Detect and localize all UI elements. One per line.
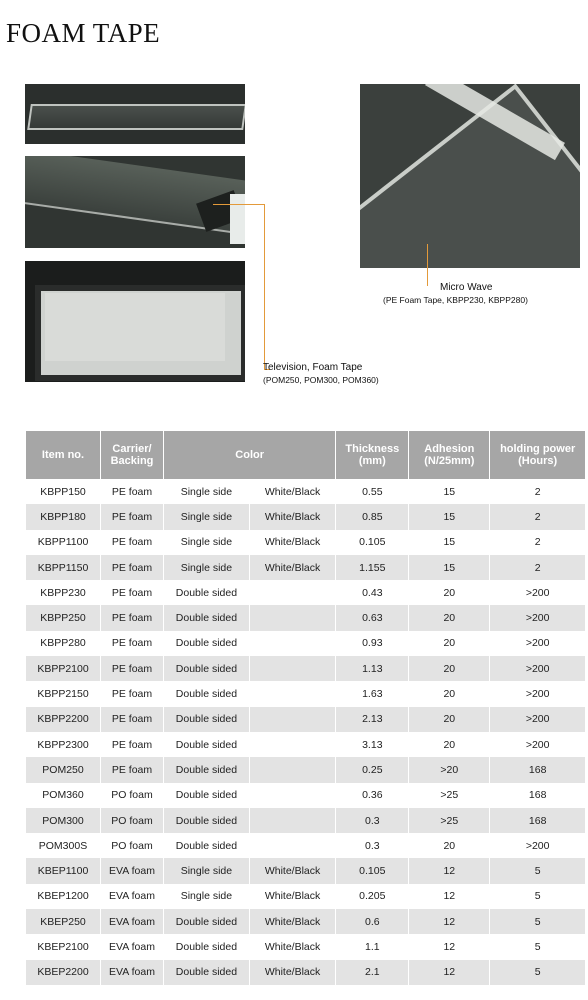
cell-adhesion: 20 [409,656,490,681]
cell-adhesion: 20 [409,732,490,757]
cell-carrier: EVA foam [101,909,164,934]
cell-adhesion: 12 [409,858,490,883]
cell-carrier: EVA foam [101,960,164,985]
cell-color: White/Black [249,858,335,883]
cell-item-no: KBEP1100 [26,858,101,883]
cell-side: Double sided [164,960,250,985]
cell-color [249,757,335,782]
cell-thickness: 0.93 [336,631,409,656]
cell-thickness: 0.25 [336,757,409,782]
cell-item-no: KBPP180 [26,504,101,529]
tape-peel-photo [25,156,245,248]
television-caption-sub: (POM250, POM300, POM360) [263,375,379,385]
cell-color: White/Black [249,530,335,555]
cell-thickness: 0.63 [336,605,409,630]
cell-thickness: 0.55 [336,479,409,504]
cell-color [249,605,335,630]
table-row [26,479,586,504]
cell-thickness: 1.63 [336,681,409,706]
cell-carrier: PE foam [101,504,164,529]
cell-item-no: KBPP2200 [26,707,101,732]
microwave-caption-sub: (PE Foam Tape, KBPP230, KBPP280) [383,295,528,305]
cell-holding-power: >200 [490,681,585,706]
cell-item-no: KBPP2150 [26,681,101,706]
cell-side: Double sided [164,934,250,959]
cell-adhesion: >20 [409,757,490,782]
cell-adhesion: 12 [409,884,490,909]
cell-item-no: KBPP1100 [26,530,101,555]
tape-strip-photo [25,84,245,144]
cell-carrier: EVA foam [101,934,164,959]
cell-carrier: PE foam [101,580,164,605]
header-item-no: Item no. [26,431,101,479]
cell-thickness: 3.13 [336,732,409,757]
cell-thickness: 0.3 [336,833,409,858]
cell-holding-power: 2 [490,555,585,580]
table-row [26,681,586,706]
cell-side: Single side [164,555,250,580]
television-leader-line [213,204,265,205]
cell-carrier: PE foam [101,631,164,656]
television-caption [263,362,379,385]
table-body [26,479,586,985]
cell-carrier: PE foam [101,732,164,757]
cell-thickness: 0.205 [336,884,409,909]
cell-adhesion: 20 [409,580,490,605]
cell-color [249,656,335,681]
cell-color [249,681,335,706]
header-carrier: Carrier/ Backing [101,431,164,479]
cell-color [249,580,335,605]
table-row [26,757,586,782]
cell-thickness: 2.1 [336,960,409,985]
cell-adhesion: 12 [409,909,490,934]
header-holding-power: holding power (Hours) [490,431,585,479]
cell-item-no: KBPP2100 [26,656,101,681]
cell-thickness: 2.13 [336,707,409,732]
cell-adhesion: 15 [409,530,490,555]
cell-carrier: PE foam [101,757,164,782]
cell-carrier: PE foam [101,555,164,580]
cell-item-no: KBPP250 [26,605,101,630]
cell-thickness: 0.3 [336,808,409,833]
television-caption-label: Television, Foam Tape [263,362,363,373]
table-row [26,707,586,732]
microwave-photo [360,84,580,268]
cell-holding-power: 5 [490,884,585,909]
cell-color: White/Black [249,960,335,985]
cell-item-no: KBPP1150 [26,555,101,580]
cell-carrier: PE foam [101,681,164,706]
table-row [26,605,586,630]
cell-side: Double sided [164,605,250,630]
cell-adhesion: 15 [409,555,490,580]
cell-thickness: 0.105 [336,858,409,883]
cell-side: Single side [164,884,250,909]
microwave-caption [383,282,528,305]
cell-color [249,707,335,732]
table-row [26,580,586,605]
cell-color: White/Black [249,884,335,909]
cell-carrier: EVA foam [101,858,164,883]
cell-holding-power: >200 [490,656,585,681]
cell-side: Double sided [164,783,250,808]
cell-thickness: 0.43 [336,580,409,605]
table-row [26,909,586,934]
cell-holding-power: 2 [490,504,585,529]
cell-item-no: KBEP2200 [26,960,101,985]
cell-side: Double sided [164,909,250,934]
cell-thickness: 0.6 [336,909,409,934]
cell-side: Double sided [164,631,250,656]
cell-adhesion: 15 [409,479,490,504]
table-row [26,960,586,985]
cell-side: Single side [164,504,250,529]
table-row [26,631,586,656]
cell-color: White/Black [249,934,335,959]
cell-thickness: 1.13 [336,656,409,681]
cell-item-no: KBPP280 [26,631,101,656]
table-row [26,504,586,529]
table-row [26,858,586,883]
cell-item-no: POM360 [26,783,101,808]
header-color: Color [164,431,336,479]
cell-adhesion: 20 [409,707,490,732]
cell-holding-power: 168 [490,757,585,782]
cell-item-no: POM300S [26,833,101,858]
microwave-caption-label: Micro Wave [440,282,493,293]
table-header-row [26,431,586,479]
cell-item-no: KBPP150 [26,479,101,504]
cell-carrier: EVA foam [101,884,164,909]
cell-color: White/Black [249,555,335,580]
cell-adhesion: 12 [409,934,490,959]
cell-item-no: POM250 [26,757,101,782]
cell-side: Double sided [164,707,250,732]
cell-holding-power: >200 [490,833,585,858]
header-adhesion: Adhesion (N/25mm) [409,431,490,479]
table-row [26,833,586,858]
cell-holding-power: >200 [490,580,585,605]
cell-adhesion: 20 [409,833,490,858]
cell-thickness: 0.36 [336,783,409,808]
cell-adhesion: 20 [409,605,490,630]
table-row [26,530,586,555]
cell-side: Single side [164,479,250,504]
table-row [26,555,586,580]
cell-side: Single side [164,530,250,555]
cell-side: Double sided [164,681,250,706]
cell-color [249,783,335,808]
cell-carrier: PO foam [101,833,164,858]
cell-holding-power: 168 [490,783,585,808]
cell-holding-power: 2 [490,530,585,555]
cell-side: Double sided [164,833,250,858]
television-frame-photo [25,261,245,382]
page-title: FOAM TAPE [6,18,161,48]
cell-holding-power: 5 [490,934,585,959]
table-row [26,732,586,757]
cell-color [249,631,335,656]
cell-item-no: KBEP1200 [26,884,101,909]
table-row [26,884,586,909]
cell-side: Double sided [164,580,250,605]
cell-color: White/Black [249,909,335,934]
cell-carrier: PE foam [101,479,164,504]
table-row [26,783,586,808]
cell-thickness: 0.105 [336,530,409,555]
cell-holding-power: 2 [490,479,585,504]
cell-side: Double sided [164,732,250,757]
cell-item-no: KBPP230 [26,580,101,605]
cell-color [249,808,335,833]
cell-item-no: KBPP2300 [26,732,101,757]
cell-color [249,732,335,757]
cell-item-no: KBEP2100 [26,934,101,959]
cell-adhesion: >25 [409,808,490,833]
cell-holding-power: >200 [490,707,585,732]
cell-holding-power: >200 [490,732,585,757]
cell-holding-power: 5 [490,858,585,883]
cell-thickness: 1.155 [336,555,409,580]
cell-carrier: PE foam [101,530,164,555]
microwave-leader-line [427,244,428,286]
header-thickness: Thickness (mm) [336,431,409,479]
television-leader-line-vertical [264,204,265,370]
cell-side: Double sided [164,808,250,833]
cell-holding-power: >200 [490,605,585,630]
cell-holding-power: >200 [490,631,585,656]
cell-adhesion: 12 [409,960,490,985]
cell-side: Double sided [164,656,250,681]
cell-carrier: PE foam [101,605,164,630]
cell-adhesion: 20 [409,631,490,656]
cell-adhesion: >25 [409,783,490,808]
cell-color: White/Black [249,479,335,504]
cell-side: Single side [164,858,250,883]
cell-side: Double sided [164,757,250,782]
cell-item-no: KBEP250 [26,909,101,934]
cell-carrier: PO foam [101,783,164,808]
cell-carrier: PE foam [101,707,164,732]
cell-color [249,833,335,858]
table-row [26,934,586,959]
table-row [26,808,586,833]
cell-item-no: POM300 [26,808,101,833]
cell-holding-power: 5 [490,909,585,934]
cell-holding-power: 5 [490,960,585,985]
cell-holding-power: 168 [490,808,585,833]
cell-thickness: 0.85 [336,504,409,529]
foam-tape-spec-table [25,431,585,985]
cell-thickness: 1.1 [336,934,409,959]
cell-carrier: PE foam [101,656,164,681]
cell-adhesion: 15 [409,504,490,529]
cell-color: White/Black [249,504,335,529]
cell-adhesion: 20 [409,681,490,706]
cell-carrier: PO foam [101,808,164,833]
table-row [26,656,586,681]
